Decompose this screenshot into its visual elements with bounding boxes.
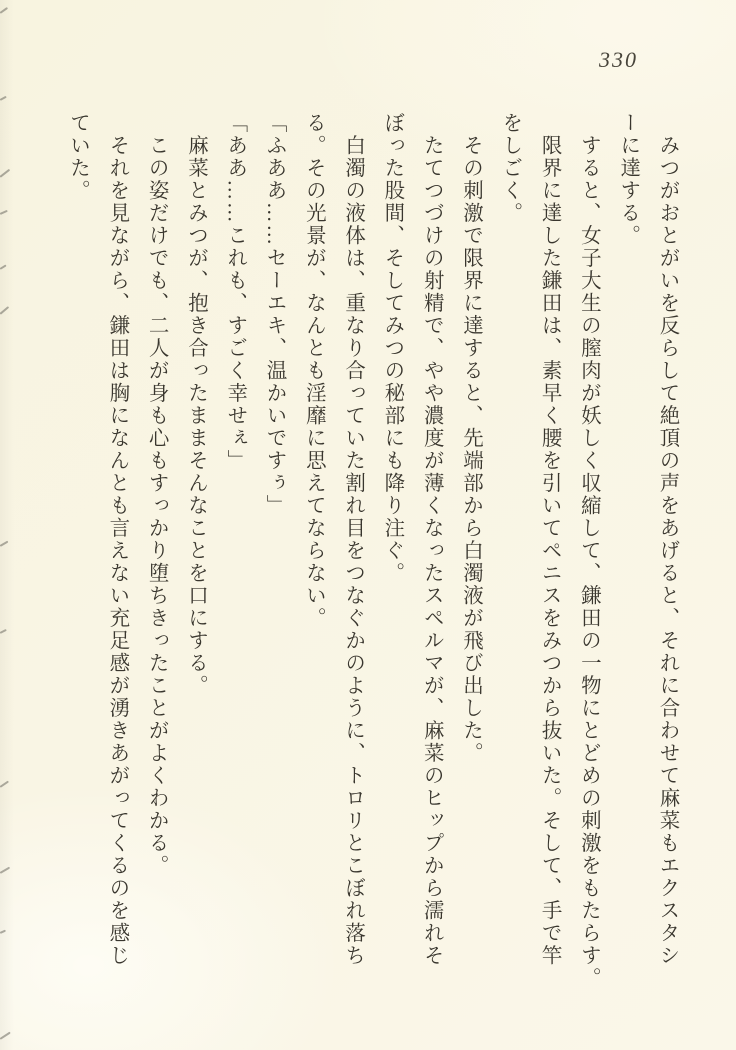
text-column: ぼった股間、そしてみつの秘部にも降り注ぐ。 [380,112,403,585]
text-column: 白濁の液体は、重なり合っていた割れ目をつなぐかのように、トロリとこぼれ落ち [341,112,364,967]
text-column: それを見ながら、鎌田は胸になんとも言えない充足感が湧きあがってくるのを感じ [105,112,128,967]
text-column: たてつづけの射精で、やや濃度が薄くなったスペルマが、麻菜のヒップから濡れそ [420,112,443,967]
scan-edge-mark [0,781,9,788]
text-column: る。その光景が、なんとも淫靡に思えてならない。 [302,112,325,630]
text-column: ーに達する。 [616,112,639,247]
scan-edge-mark [0,210,8,215]
body-text [57,112,686,1004]
text-column: 麻菜とみつが、抱き合ったままそんなことを口にする。 [184,112,207,697]
text-column: 限界に達した鎌田は、素早く腰を引いてペニスをみつから抜いた。そして、手で竿 [538,112,561,967]
scan-edge-mark [0,930,6,934]
scan-edge-mark [0,169,10,178]
scan-edge-mark [0,541,8,547]
scan-edge-mark [0,867,10,874]
text-column: 「ああ……これも、すごく幸せぇ」 [223,112,246,472]
page-number: 330 [599,47,638,72]
page-edge-shadow [0,0,14,1050]
text-column: 「ふああ……セーエキ、温かいですぅ」 [263,112,286,517]
scan-edge-mark [0,264,6,269]
scan-edge-mark [0,629,7,634]
text-column: この姿だけでも、二人が身も心もすっかり堕ちきったことがよくわかる。 [145,112,168,877]
text-column: みつがおとがいを反らして絶頂の声をあげると、それに合わせて麻菜もエクスタシ [656,112,678,967]
scan-edge-mark [0,306,9,314]
scan-edge-mark [0,1032,10,1040]
text-column: をしごく。 [498,112,521,225]
scan-edge-mark [0,96,7,101]
text-column: すると、女子大生の膣肉が妖しく収縮して、鎌田の一物にとどめの刺激をもたらす。 [577,112,600,990]
text-column: ていた。 [66,112,89,202]
text-column: その刺激で限界に達すると、先端部から白濁液が飛び出した。 [459,112,482,765]
scan-edge-mark [0,7,8,13]
